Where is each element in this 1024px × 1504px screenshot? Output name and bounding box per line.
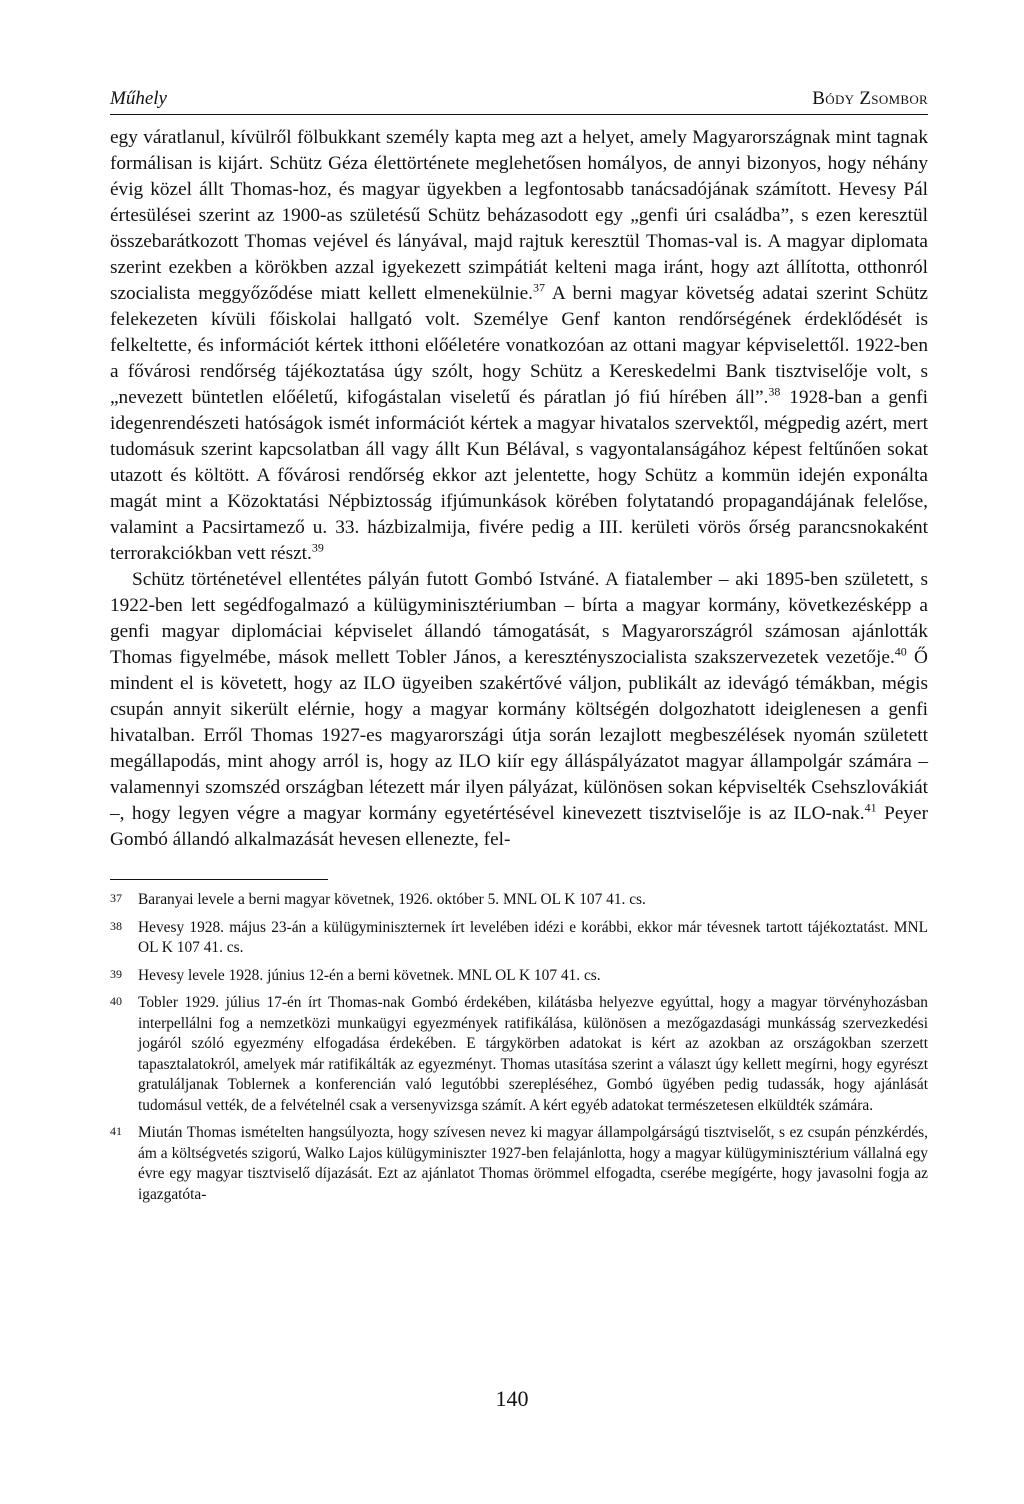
page-number: 140 [495, 1386, 529, 1411]
text-run: Peyer Gombó állandó alkalmazását hevesen ellenezte, fel- [110, 803, 928, 850]
footnote-reference[interactable]: 41 [864, 800, 877, 815]
footnote-reference[interactable]: 40 [894, 644, 907, 659]
footnote-reference[interactable]: 37 [533, 280, 545, 295]
paragraph [110, 125, 928, 567]
footnote-text: Baranyai levele a berni magyar követnek, 1926. október 5. MNL OL K 107 41. cs. [138, 891, 646, 908]
footnote-reference[interactable]: 39 [311, 540, 324, 555]
running-head [110, 88, 928, 115]
text-run: Schütz történetével ellentétes pályán futott Gombó Istváné. A fiatalember – aki 1895-ben született, s 1922-ben lett segédfogalmazó a külügyminisztériumban – bírta a magyar kormány, következésképp a genfi magyar diplomáciai képviselet állandó támogatását, s Magyarországról számosan ajánlották Thomas figyelmébe, mások mellett Tobler János, a keresztényszocialista szakszervezetek vezetője. [110, 569, 928, 668]
footnote-number: 38 [110, 918, 122, 933]
footnote-item [110, 1123, 928, 1205]
footnote-reference[interactable]: 38 [768, 384, 781, 399]
author-name: Bódy Zsombor [812, 88, 928, 109]
footnote-text: Hevesy levele 1928. június 12-én a berni követnek. MNL OL K 107 41. cs. [138, 966, 601, 984]
footnote-text: Hevesy 1928. május 23-án a külügyminiszternek írt levelében idézi e korábbi, ekkor már tévesnek tartott tájékoztatást. MNL OL K 107 41. cs. [138, 918, 928, 956]
paragraph [110, 567, 928, 853]
footnote-item [110, 993, 928, 1116]
text-run: Ő mindent el is követett, hogy az ILO ügyeiben szakértővé váljon, publikált az idevágó témákban, mégis csupán annyit sikerült elérnie, hogy a magyar kormány költségén dolgozhatott ideiglenesen a genfi hivatalban. Erről Thomas 1927-es magyarországi útja során lezajlott megbeszélések nyomán született megállapodás, mint ahogy arról is, hogy az ILO kiír egy álláspályázatot magyar állampolgár számára – valamennyi szomszéd országban létezett már ilyen pályázat, különösen sokan képviselték Csehszlovákiát –, hogy legyen végre a magyar kormány egyetértésével kinevezett tisztviselője is az ILO-nak. [110, 647, 928, 824]
text-run: A berni magyar követség adatai szerint Schütz felekezeten kívüli főiskolai hallgató volt. Személye Genf kanton rendőrségének érdeklődését is felkeltette, és információt kértek itthoni előéletére vonatkozóan az ottani magyar képviselettől. 1922-ben a fővárosi rendőrség tájékoztatása úgy szólt, hogy Schütz a Kereskedelmi Bank tisztviselője volt, s „nevezett büntetlen előéletű, kifogástalan viseletű és páratlan jó fiú hírében áll”. [110, 283, 928, 408]
footnote-text: Tobler 1929. július 17-én írt Thomas-nak Gombó érdekében, kilátásba helyezve egyúttal, hogy a magyar törvényhozásban interpellálni fog a nemzetközi munkaügyi egyezmények ratifikálása, különösen a mezőgazdasági munkásság szervezkedési jogáról szóló egyezmény elfogadása érdekében. E tárgykörben adatokat is kért az azokban az országokban szerzett tapasztalatokról, amelyek már ratifikálták az egyezményt. Thomas utasítása szerint a választ úgy kellett megírni, hogy egyrészt gratuláljanak Toblernek a konferencián való legutóbbi szerepléséhez, Gombó ügyében pedig tudassák, hogy ajánlását tudomásul vették, de a felvételnél csak a versenyvizsga számít. A kért egyéb adatokat természetesen elküldték számára. [138, 994, 928, 1114]
footnote-number: 39 [110, 966, 122, 981]
footnote-item [110, 966, 928, 987]
footnote-item [110, 918, 928, 959]
text-run: egy váratlanul, kívülről fölbukkant személy kapta meg azt a helyet, amely Magyarországnak mint tagnak formálisan is kijárt. Schütz Géza élettörténete meglehetősen homályos, de annyi bizonyos, hogy néhány évig közel állt Thomas-hoz, és magyar ügyekben a legfontosabb tanácsadójának számított. Hevesy Pál értesülései szerint az 1900-as születésű Schütz beházasodott egy „genfi úri családba”, s ezen keresztül összebarátkozott Thomas vejével és lányával, majd rajtuk keresztül Thomas-val is. A magyar diplomata szerint ezekben a körökben azzal igyekezett szimpátiát kelteni maga iránt, hogy azt állította, otthonról szocialista meggyőződése miatt kellett elmenekülnie. [110, 127, 928, 304]
footnote-number: 37 [110, 891, 122, 905]
footnote-divider [110, 879, 328, 880]
section-title: Műhely [110, 88, 167, 109]
book-page [110, 88, 928, 1212]
footnote-number: 40 [110, 994, 122, 1008]
text-run: 1928-ban a genfi idegenrendészeti hatóságok ismét információt kértek a magyar hivatalos szervektől, mégpedig azért, mert tudomásuk szerint kapcsolatban áll vagy állt Kun Bélával, s vagyontalanságához képest feltűnően sokat utazott és költött. A fővárosi rendőrség ekkor azt jelentette, hogy Schütz a kommün idején exponálta magát mint a Közoktatási Népbiztosság ifjúmunkások körében folytatandó propagandájának felelőse, valamint a Pacsirtamező u. 33. házbizalmija, fivére pedig a III. kerületi vörös őrség parancsnokaként terrorakciókban vett részt. [110, 387, 928, 564]
main-text [110, 125, 928, 853]
footnote-item [110, 890, 928, 911]
footnotes [110, 890, 928, 1205]
footnote-text: Miután Thomas ismételten hangsúlyozta, hogy szívesen nevez ki magyar állampolgárságú tisztviselőt, s ez csupán pénzkérdés, ám a költségvetés szigorú, Walko Lajos külügyminiszter 1927-ben felajánlotta, hogy a magyar külügyminisztérium vállalná egy évre egy magyar tisztviselő díjazását. Ezt az ajánlatot Thomas örömmel elfogadta, cserébe megígérte, hogy javasolni fogja az igazgatóta- [138, 1124, 928, 1203]
footnote-number: 41 [110, 1124, 122, 1138]
